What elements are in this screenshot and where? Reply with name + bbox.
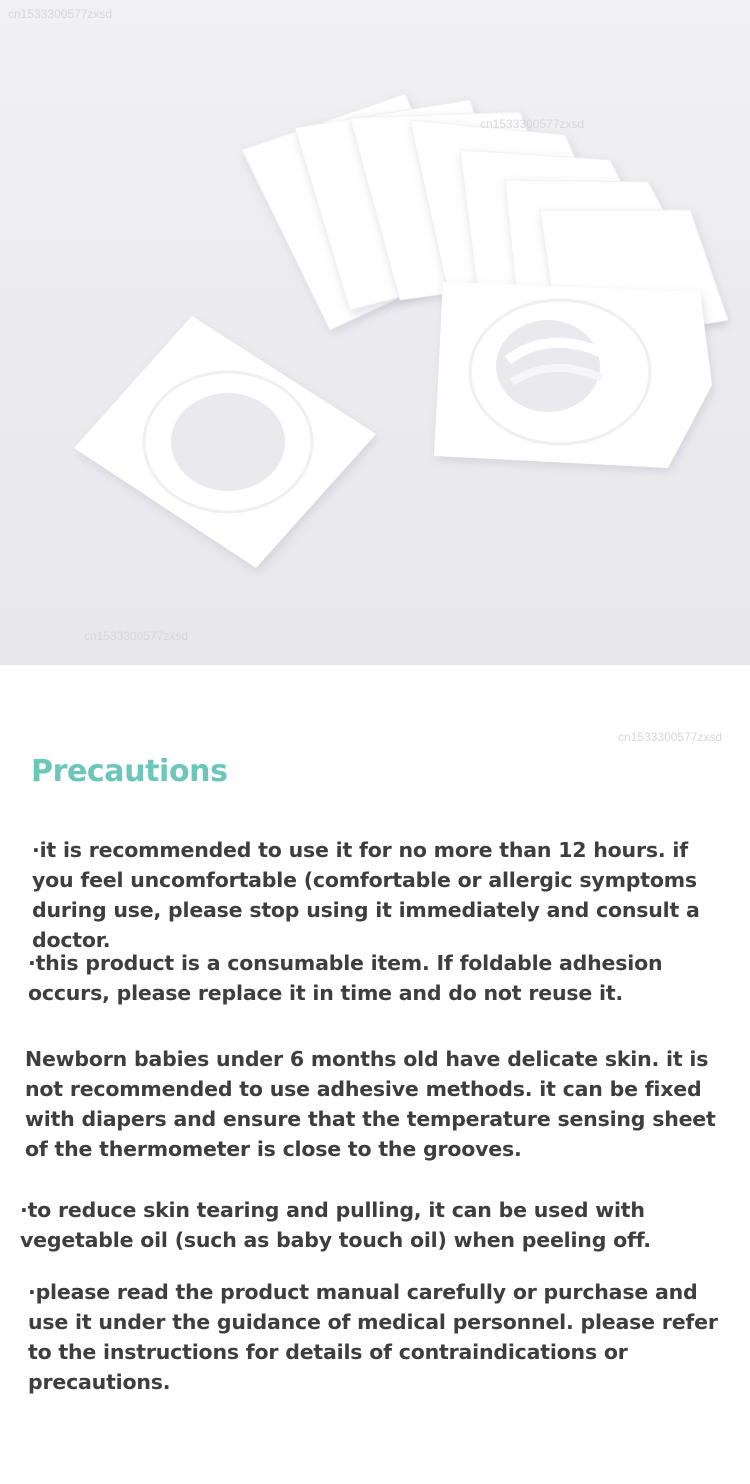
watermark: cn1533300577zxsd xyxy=(8,7,113,21)
product-photo xyxy=(0,0,750,665)
precaution-item: Newborn babies under 6 months old have delicate skin. it is not recommended to use adhesive methods. it can be fixed with diapers and ensure that the temperature sensing sheet of the thermometer is close to the grooves. xyxy=(25,1047,716,1161)
patch-front-right xyxy=(434,282,712,468)
precaution-item: ·to reduce skin tearing and pulling, it can be used with vegetable oil (such as baby touch oil) when peeling off. xyxy=(20,1198,651,1252)
adhesive-patches-illustration xyxy=(0,0,750,665)
precautions-title: Precautions xyxy=(31,754,228,789)
watermark: cn1533300577zxsd xyxy=(84,629,189,643)
precaution-item: ·please read the product manual carefully or purchase and use it under the guidance of medical personnel. please refer to the instructions for details of contraindications or precautions. xyxy=(28,1280,718,1394)
patch-front-left xyxy=(74,316,376,568)
precaution-item: ·it is recommended to use it for no more than 12 hours. if you feel uncomfortable (comfortable or allergic symptoms during use, please stop using it immediately and consult a doctor. xyxy=(32,838,700,952)
precaution-item: ·this product is a consumable item. If foldable adhesion occurs, please replace it in time and do not reuse it. xyxy=(28,951,663,1005)
watermark: cn1533300577zxsd xyxy=(480,117,585,131)
watermark: cn1533300577zxsd xyxy=(618,730,723,744)
